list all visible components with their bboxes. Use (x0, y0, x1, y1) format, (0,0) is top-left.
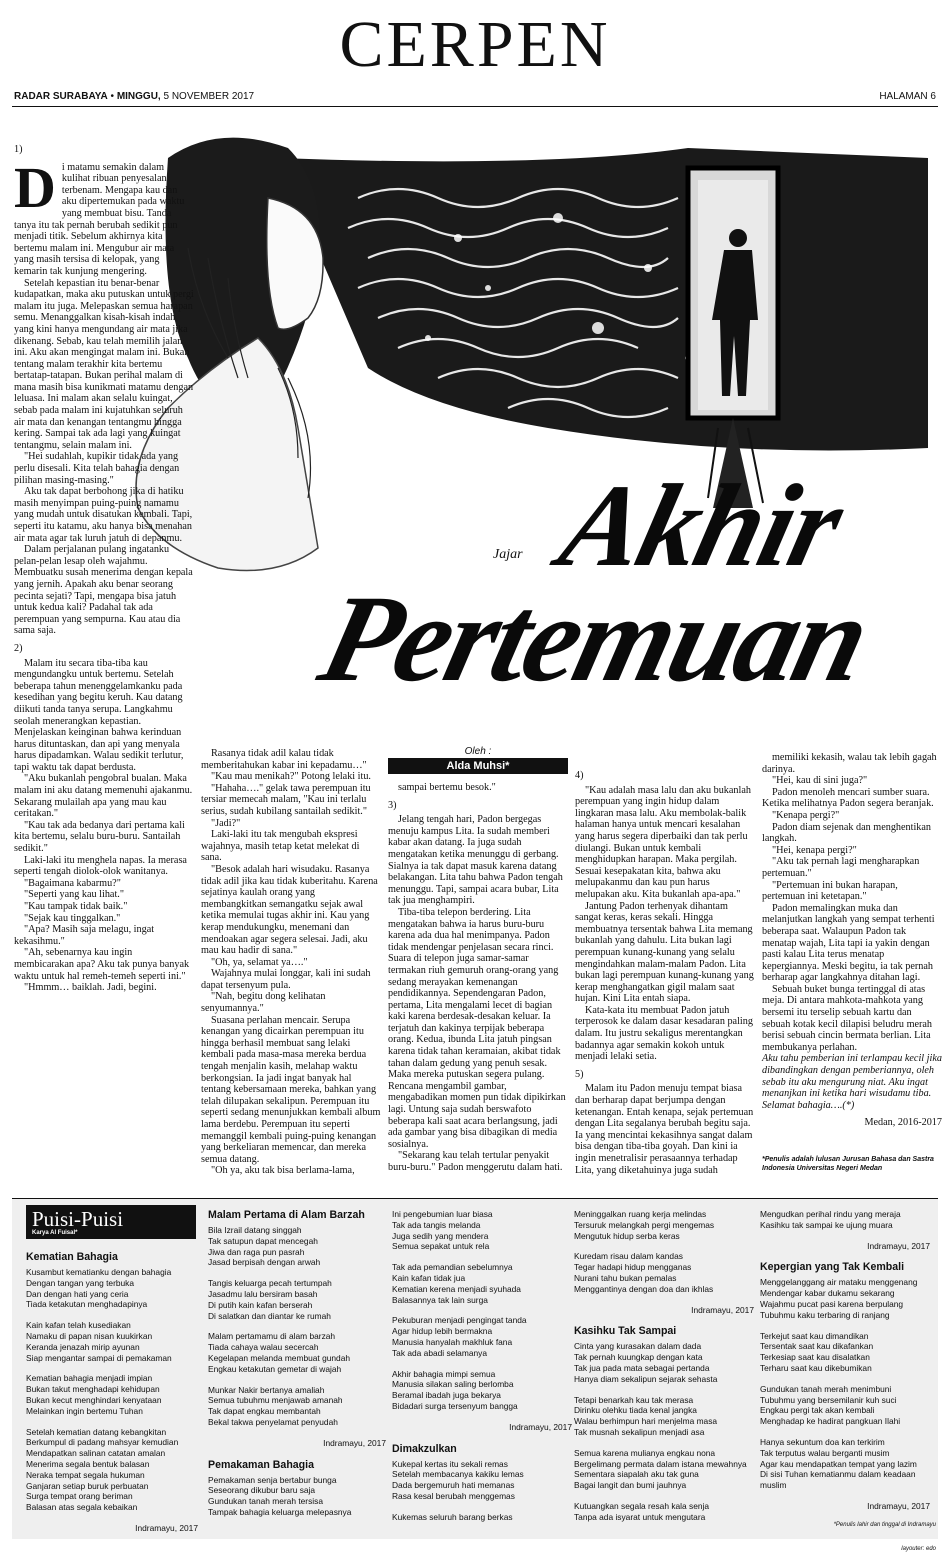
story-paragraph: "Kau adalah masa lalu dan aku bukanlah perempuan yang ingin hidup dalam lingkaran masa lalu. Aku membolak-balik halaman hanya untuk mencari kesalahan yang harus segera diperbaiki dan tak perlu diulangi. Bukan untuk kembali menghidupkan harapan. Maka pergilah. Sesuai kesepakatan kita, bahwa aku melupakanmu dan kau pun harus melupakan aku. Kita bukanlah apa-apa." (575, 784, 751, 900)
poem-title: Malam Pertama di Alam Barzah (208, 1209, 365, 1221)
poem-place-date: Indramayu, 2017 (323, 1437, 386, 1448)
poem-line: Manusia hanyalah makhluk fana (392, 1336, 513, 1347)
story-paragraph: Padon menoleh mencari sumber suara. Ketika melihatnya Padon segera beranjak. (762, 786, 934, 810)
section-number: 2) (14, 642, 23, 654)
poem-line: Kegelapan melanda membuat gundah (208, 1352, 351, 1363)
poem-line: Keranda jenazah mirip ayunan (26, 1341, 140, 1352)
story-column-2 (201, 748, 381, 1177)
author-footnote: *Penulis adalah lulusan Jurusan Bahasa dan Sastra Indonesia Universitas Negeri Medan (762, 1156, 934, 1172)
story-paragraph: "Aku tak pernah lagi mengharapkan pertemuan." (762, 856, 920, 879)
author-name: Alda Muhsi* (388, 758, 568, 774)
poem-line: Agar kau mendapatkan tempat yang lazim (760, 1458, 917, 1469)
story-paragraph: "Ah, sebenarnya kau ingin membicarakan apa? Aku tak punya banyak waktu untuk hal remeh-temeh seperti ini." (14, 947, 190, 982)
poetry-column-5 (760, 1209, 930, 1522)
story-paragraph: Medan, 2016-2017 (864, 1117, 942, 1129)
poem-stanza (574, 1341, 754, 1384)
page-number: HALAMAN 6 (879, 91, 936, 102)
poem-line: Kematian bahagia menjadi impian (26, 1373, 153, 1384)
poem-line: Di salatkan dan diantar ke rumah (208, 1310, 331, 1321)
story-paragraph: Suasana perlahan mencair. Serupa kenangan yang dicairkan perempuan itu hingga berhasil membuat sang lelaki kembali pada masa-masa mereka berdua tengah menjalin kasih, melahap waktu berkongsian. Ia jadi ingat banyak hal tentang kebersamaan mereka, bahkan yang telah dilupakan sekalipun. Perempuan itu seperti sedang menunjukkan kembali album lama berdebu. Perempuan itu seperti memanggil kembali puing-puing kenangan yang berkeliaran memencar, dan mereka semua datang. (201, 1014, 381, 1165)
story-paragraph: "Oh, ya, selamat ya…." (211, 956, 308, 968)
poem-line: Bila Izrail datang singgah (208, 1225, 302, 1235)
poetry-column-3 (392, 1209, 572, 1533)
poem-line: Tanpa ada isyarat untuk mengutara (574, 1511, 706, 1522)
paper-name: RADAR SURABAYA (14, 91, 108, 102)
poem-stanza (392, 1459, 572, 1502)
poem-line: Engkau pergi tak akan kembali (760, 1405, 875, 1416)
story-column-5 (762, 752, 942, 1129)
poem-line: Tampak bahagia keluarga melepasnya (208, 1506, 352, 1517)
poem-line: Balasannya tak lain surga (392, 1294, 488, 1305)
poem-line: Di sisi Tuhan kematianmu dalam keadaan muslim (760, 1469, 916, 1491)
poem-line: Bukan takut menghadapi kehidupan (26, 1384, 160, 1395)
story-paragraph: memiliki kekasih, walau tak lebih gagah darinya. (762, 752, 937, 775)
poem-line: Engkau ketakutan gemetar di wajah (208, 1363, 342, 1374)
story-paragraph: Tiba-tiba telepon berdering. Lita mengatakan bahwa ia harus buru-buru karena ada dua hal menimpanya. Padon tidak mendengar penjelasan secara rinci. Suara di telepon juga samar-samar termakan riuh gemuruh orang-orang yang sedang merayakan kemenangan pendidikannya. Sependengaran Padon, pertama, Lita mengalami lecet di bagian kaki karena berdesak-desakan keluar. Ia terjatuh dan kakinya terpijak beberapa orang. Kedua, ibunda Lita jatuh pingsan karena tidak tahan keramaian, akibat tidak tahan dalam gedung yang penuh sesak. Maka mereka putuskan segera pulang. Rencana mengambil gambar, mengabadikan momen pun tidak dipikirkan lagi. Untung saja sudah berswafoto beberapa kali saat acara berlangsung, jadi ada gambar yang bisa dibagikan di media sosialnya. (388, 906, 566, 1150)
story-paragraph: "Jadi?" (211, 817, 241, 829)
poem-line: Rasa kesal berubah menggemas (392, 1490, 515, 1501)
story-paragraph: "Kau mau menikah?" Potong lelaki itu. (211, 771, 371, 783)
poem-line: Kematian kerena menjadi syuhada (392, 1283, 521, 1294)
dateline (12, 90, 938, 107)
date-text: 5 NOVEMBER 2017 (163, 91, 255, 102)
poem-stanza (26, 1320, 198, 1363)
story-paragraph: "Apa? Masih saja melagu, ingat kekasihmu." (14, 924, 155, 947)
poem-stanza (760, 1437, 930, 1491)
poem-line: Terkesiap saat kau disalatkan (760, 1352, 870, 1363)
story-paragraph: sampai bertemu besok." (398, 782, 496, 793)
poem-title: Kematian Bahagia (26, 1251, 118, 1263)
poem-line: Kain kafan tidak jua (392, 1272, 466, 1283)
story-paragraph: "Sekarang kau telah tertular penyakit buru-buru." Padon menggerutu dalam hati. (388, 1150, 563, 1173)
story-paragraph: "Hei sudahlah, kupikir tidak ada yang perlu disesali. Kita telah bahagia dengan pilihan masing-masing." (14, 451, 180, 486)
poem-line: Melainkan ingin bertemu Tuhan (26, 1405, 143, 1416)
title-line-1: Akhir (548, 460, 854, 591)
poem-stanza (574, 1209, 754, 1241)
poem-line: Nurani tahu bukan pemalas (574, 1272, 677, 1283)
story-paragraph: "Pertemuan ini bukan harapan, pertemuan ini ketetapan." (762, 879, 898, 903)
story-paragraph: "Oh ya, aku tak bisa berlama-lama, (211, 1165, 355, 1177)
poem-line: Meninggalkan ruang kerja melindas (574, 1209, 707, 1219)
poem-stanza (26, 1427, 198, 1513)
poem-place-date: Indramayu, 2017 (691, 1304, 754, 1315)
poem-line: Tangis keluarga pecah tertumpah (208, 1278, 332, 1289)
poem-line: Sementara siapalah aku tak guna (574, 1469, 699, 1480)
poem-line: Tubuhmu yang bersemilanir kuh suci (760, 1394, 897, 1405)
poetry-column-1 (26, 1251, 198, 1544)
poem-line: Tegar hadapi hidup mengganas (574, 1262, 692, 1273)
poem-line: Dada bergemuruh hati memanas (392, 1480, 515, 1491)
poem-line: Semua karena mulianya engkau nona (574, 1447, 716, 1458)
poem-line: Menggantinya dengan doa dan ikhlas (574, 1283, 714, 1294)
story-paragraph: Malam itu Padon menuju tempat biasa dan berharap dapat berjumpa dengan ketenangan. Entah kenapa, sejak pertemuan dengan Lita segalanya berubah begitu saja. Ia yang mencintai kekasihnya sangat dalam bisa dengan tiba-tiba goyah. Dan kini ia ingin menetralisir perasaannya terhadap Lita, yang diketahuinya juga sudah (575, 1083, 754, 1176)
story-paragraph (14, 154, 194, 278)
story-paragraph: Laki-laki itu menghela napas. Ia merasa seperti tengah diolok-olok wanitanya. (14, 854, 187, 878)
poem-line: Pemakaman senja bertabur bunga (208, 1474, 337, 1485)
poem-line: Mengutuk hidup serba keras (574, 1230, 680, 1241)
poem-stanza (574, 1251, 754, 1294)
poem-line: Tak dapat engkau membantah (208, 1406, 321, 1417)
story-paragraph: "Bagaimana kabarmu?" (24, 877, 121, 889)
poem-place-date: Indramayu, 2017 (509, 1421, 572, 1432)
story-paragraph: "Aku bukanlah pengobral bualan. Maka malam ini aku datang memenuhi ajakanmu. Sekarang mulailah apa yang mau kau ceritakan." (14, 773, 193, 820)
poem-line: Mengudkan perihal rindu yang meraja (760, 1209, 901, 1219)
poetry-section (12, 1198, 938, 1539)
poem-line: Tak satupun dapat mencegah (208, 1235, 318, 1246)
poem-line: Dengan tangan yang terbuka (26, 1277, 135, 1288)
poem-line: Berkumpul di padang mahsyar kemudian (26, 1437, 179, 1448)
story-column-3 (388, 782, 568, 1174)
poem-stanza (208, 1331, 386, 1374)
day-name: MINGGU, (116, 91, 161, 102)
poetry-header-title: Puisi-Puisi (32, 1207, 124, 1231)
poem-line: Tak terputus walau berganti musim (760, 1447, 890, 1458)
poem-stanza (574, 1448, 754, 1491)
poem-stanza (208, 1278, 386, 1321)
story-paragraph: Setelah kepastian itu benar-benar kudapatkan, maka aku putuskan untuk pergi malam itu juga. Melepaskan semua harapan semu. Menanggalkan kisah-kisah indah yang kini hanya mengundang air mata jika dikenang. Sebab, kau telah memilih jalan ini. Aku akan mengingat malam ini. Bukan tentang malam terakhir kita bertemu bertatap-tatapan. Bukan perihal malam di mana masih bisa kunikmati matamu dengan leluasa. Ini malam akan selalu kuingat, sebab pada malam ini kujatuhkan seluruh air mata dan kenangan tentangmu hingga kering. Sampai tak ada lagi yang kuingat tentangmu, selain malam ini. (14, 277, 194, 451)
story-paragraph: "Kau tampak tidak baik." (24, 901, 128, 912)
poem-stanza (392, 1209, 572, 1252)
story-paragraph: "Besok adalah hari wisudaku. Rasanya tidak adil jika kau tidak kuberitahu. Karena sejatinya kaulah orang yang membangkitkan semangatku sejak awal ketika memulai tugas akhir ini. Kau yang kerap mendukungku, menemani dan mendoakan agar segera selesai. Jadi, aku mau kau hadir di sana." (201, 863, 378, 957)
poem-line: Bekal takwa penyelamat penyudah (208, 1416, 338, 1427)
masthead (0, 0, 950, 88)
poem-line: Bidadari surga tersenyum bangga (392, 1400, 518, 1411)
poem-line: Tak ada tangis melanda (392, 1219, 481, 1230)
poem-line: Hanya sekuntum doa kan terkirim (760, 1436, 885, 1447)
poem-stanza (760, 1277, 930, 1320)
poem-title: Kasihku Tak Sampai (574, 1325, 677, 1338)
section-number: 5) (575, 1068, 584, 1080)
poem-line: Setelah membacanya kakiku lemas (392, 1469, 524, 1480)
poem-line: Ini pengebumian luar biasa (392, 1209, 493, 1219)
poem-line: Tetapi benarkah kau tak merasa (574, 1394, 694, 1405)
poem-line: Cinta yang kurasakan dalam dada (574, 1341, 702, 1352)
poem-line: Neraka tempat segala hukuman (26, 1469, 145, 1480)
dateline-left (14, 91, 254, 102)
story-paragraph: Wajahnya mulai longgar, kali ini sudah dapat tersenyum pula. (201, 968, 371, 991)
poem-line: Hanya diam sekalipun sejarak sehasta (574, 1373, 718, 1384)
poem-stanza (392, 1315, 572, 1358)
poem-place-date: Indramayu, 2017 (867, 1500, 930, 1511)
poem-line: Beramal ibadah juga bekarya (392, 1390, 501, 1401)
poem-line: Seseorang dikubur baru saja (208, 1485, 316, 1496)
poem-stanza (208, 1475, 386, 1518)
story-paragraph: "Kau tak ada bedanya dari pertama kali kita bertemu, selalu buru-buru. Santailah sedikit." (14, 819, 185, 855)
poem-line: Terharu saat kau dikebumikan (760, 1362, 872, 1373)
poem-line: Kukepal kertas itu sekali remas (392, 1458, 508, 1469)
poetry-column-2 (208, 1209, 386, 1528)
story-paragraph: Malam itu secara tiba-tiba kau mengundangku untuk bertemu. Setelah beberapa tahun menenggelamkanku pada kesedihan yang begitu keruh. Kau datang diikuti tanda tanya serupa. Langkahmu seolah menerangkan kepastian. Menjelaskan keinginan bahwa kerinduan harus dituntaskan, dan api yang menyala harus dipadamkan. Walau sedikit terlutur, tapi waktu tak dapat berdusta. (14, 657, 184, 773)
poem-place-date: Indramayu, 2017 (135, 1522, 198, 1533)
poem-line: Balasan atas segala kebaikan (26, 1502, 138, 1513)
story-paragraph: Jantung Padon terhenyak dihantam sangat keras, keras sekali. Hingga membuatnya tersentak bahwa Lita memang bukanlah yang dahulu. Lita bukan lagi perempuan kunang-kunang yang selalu mengindahkan malam-malam Padon. Lita bukan lagi perempuan kunang-kunang yang kerap menghangatkan gigil malam saat hujan. Kini Lita entah siapa. (575, 900, 754, 1005)
story-paragraph: "Sejak kau tinggalkan." (24, 912, 121, 924)
poem-line: Tak musnah sekalipun menjadi asa (574, 1426, 705, 1437)
story-paragraph: Jelang tengah hari, Padon bergegas menuju kampus Lita. Ia sudah memberi kabar akan datang. Ia juga sudah mengatakan ketika menunggu di gerbang. Sialnya ia tak dapat masuk karena datang belakangan. Lita tahu bahwa Padon tengah menunggu. Tapi, sampai acara bubar, Lita tak jua menghampiri. (388, 814, 563, 907)
poem-stanza (26, 1267, 198, 1310)
poem-line: Menghadap ke hadirat pangkuan Ilahi (760, 1416, 901, 1427)
poem-line: Siap mengantar sampai di pemakaman (26, 1352, 172, 1363)
layout-credit: layouter: edo (901, 1546, 936, 1552)
poem-line: Walau berhimpun hari menjelma masa (574, 1416, 718, 1427)
poem-line: Menerima segala bentuk balasan (26, 1458, 150, 1469)
poem-line: Kasihku tak sampai ke ujung muara (760, 1219, 893, 1230)
dateline-bullet: • (110, 91, 115, 102)
poetry-header-author: Karya Al Fuisal* (32, 1230, 78, 1236)
story-paragraph: Padon memalingkan muka dan melanjutkan langkah yang sempat terhenti beberapa saat. Walaupun Padon tak menatap wajah, Lita tapi ia yakin dengan pasti kalau Lita terus menatap kepergiannya. Meski begitu, ia tak pernah berharap agar langkahnya ditahan lagi. (762, 902, 935, 984)
poem-line: Surga tempat orang beriman (26, 1491, 133, 1502)
poem-line: Agar hidup lebih bermakna (392, 1326, 493, 1337)
story-paragraph: "Seperti yang kau lihat." (24, 889, 124, 901)
story-paragraph: Dalam perjalanan pulang ingatanku pelan-pelan lesap oleh wajahmu. Membuatku susah menerima dengan kepala yang jernih. Apakah aku benar seorang pecinta sejati? Tapi, mengapa bisa jatuh untuk kedua kali? Padahal tak ada perempuan yang sempurna. Kau atau dia sama saja. (14, 544, 193, 637)
poem-line: Mendapatkan salinan catatan amalan (26, 1448, 166, 1459)
poem-line: Kuredam risau dalam kandas (574, 1251, 683, 1262)
poem-line: Tak ada abadi selamanya (392, 1347, 487, 1358)
poem-line: Wajahmu pucat pasi karena berpulang (760, 1298, 904, 1309)
story-paragraph: "Hmmm… baiklah. Jadi, begini. (24, 982, 157, 994)
poem-place-date: Indramayu, 2017 (867, 1240, 930, 1251)
poem-line: Tubuhmu kaku terbaring di ranjang (760, 1309, 890, 1320)
poem-line: Tiada cahaya walau secercah (208, 1342, 319, 1353)
story-paragraph: "Hei, kau di sini juga?" (772, 775, 868, 787)
poem-line: Terkejut saat kau dimandikan (760, 1330, 869, 1341)
poem-line: Namaku di papan nisan kuukirkan (26, 1330, 153, 1341)
poem-line: Tak jua pada mata sebagai pertanda (574, 1362, 710, 1373)
poem-stanza (26, 1373, 198, 1416)
poem-title: Kepergian yang Tak Kembali (760, 1261, 905, 1274)
opening-text: i matamu semakin dalam kulihat ribuan penyesalan terbenam. Mengapa kau dan aku dipertemukan pada waktu yang membuat bisu. Tanda tanya itu tak pernah berubah sedikit pun menjadi titik. Sebelum akhirnya kita bertemu malam ini. Mengubur air mata yang masih tersisa di kelopak, yang kemarin tak kunjung mengering. (14, 161, 185, 277)
poem-line: Munkar Nakir bertanya amaliah (208, 1384, 325, 1395)
poem-stanza (392, 1369, 572, 1412)
poem-line: Mendengar kabar dukamu sekarang (760, 1288, 895, 1299)
poem-stanza (208, 1225, 386, 1268)
poem-stanza (392, 1512, 572, 1523)
poem-line: Jasad berpisah dengan arwah (208, 1257, 321, 1268)
poem-line: Jiwa dan raga pun pasrah (208, 1246, 305, 1257)
poem-line: Tersentak saat kau dikafankan (760, 1341, 874, 1352)
poem-line: Malam pertamamu di alam barzah (208, 1331, 336, 1342)
story-column-4 (575, 764, 755, 1176)
poem-line: Kain kafan telah kusediakan (26, 1320, 131, 1331)
poem-line: Tak pernah kuungkap dengan kata (574, 1352, 703, 1363)
poem-line: Semua sepakat untuk rela (392, 1241, 490, 1252)
story-paragraph: "Hahaha…." gelak tawa perempuan itu tersiar memecah malam, "Kau ini terlalu serius, sudah kubilang santailah sedikit." (201, 782, 371, 817)
story-paragraph: Aku tahu pemberian ini terlampau kecil jika dibandingkan dengan pemberiannya, oleh sebab itu aku mengurung niat. Aku ingat menanjkan ini ketika hari wisudamu tiba. Selamat bahagia….(*) (762, 1053, 942, 1111)
poem-line: Bergelimang permata dalam istana mewahnya (574, 1458, 747, 1469)
section-title: CERPEN (339, 8, 611, 81)
poem-title: Pemakaman Bahagia (208, 1458, 314, 1471)
poetry-footnote: *Penulis lahir dan tinggal di Indramayu (833, 1522, 936, 1528)
poem-line: Menggelanggang air mataku menggenang (760, 1277, 918, 1288)
poem-line: Bagai langit dan bumi jauhnya (574, 1480, 687, 1491)
poem-line: Ganjaran setiap buruk perbuatan (26, 1480, 149, 1491)
byline (388, 746, 568, 774)
poem-line: Setelah kematian datang kebangkitan (26, 1426, 167, 1437)
section-number: 4) (575, 770, 584, 781)
poem-line: Gundukan tanah merah tersisa (208, 1496, 323, 1507)
poem-stanza (760, 1331, 930, 1374)
story-paragraph: Kata-kata itu membuat Padon jatuh terperosok ke dalam dasar kesadaran paling dalam. Itu justru sekaligus merentangkan badannya agar semakin kokoh untuk menjadi lelaki setia. (575, 1004, 753, 1063)
story-paragraph: Sebuah buket bunga tertinggal di atas meja. Di antara mahkota-mahkota yang bersemi itu terselip sebuah kartu dan sebuah kotak kecil dilapisi beludru merah berisi sebuah cincin bermata berlian. Lita membukanya perlahan. (762, 983, 933, 1053)
poem-line: Akhir bahagia mimpi semua (392, 1368, 496, 1379)
poem-line: Kusambut kematianku dengan bahagia (26, 1267, 172, 1277)
story-paragraph: Aku tak dapat berbohong jika di hatiku masih menyimpan puing-puing namamu yang mudah untuk disatukan kembali. Tapi, seperti itu katamu, aku hanya bisa menahan air mata agar tak luruh jatuh di depanmu. (14, 486, 193, 544)
story-title (308, 458, 935, 738)
poem-line: Tiada ketakutan menghadapinya (26, 1299, 148, 1310)
poem-stanza (392, 1262, 572, 1305)
section-number: 1) (14, 144, 23, 155)
poem-stanza (574, 1395, 754, 1438)
poem-line: Pekuburan menjadi pengingat tanda (392, 1315, 527, 1326)
poem-stanza (574, 1501, 754, 1523)
poem-line: Dirinku olehku tiada kenal jangka (574, 1405, 697, 1416)
poem-line: Bukan kecut menghindari kenyataan (26, 1394, 162, 1405)
poem-line: Kukemas seluruh barang berkas (392, 1511, 513, 1522)
story-column-1 (14, 144, 194, 994)
poem-line: Tersuruk melangkah pergi mengemas (574, 1219, 715, 1230)
poem-line: Dan dengan hati yang ceria (26, 1288, 129, 1299)
drop-cap: D (14, 154, 56, 220)
byline-label: Oleh : (464, 746, 492, 757)
poetry-column-4 (574, 1209, 754, 1533)
story-paragraph: Laki-laki itu tak mengubah ekspresi wajahnya, masih tetap ketat melekat di sana. (201, 829, 360, 864)
illustrator-signature: Jajar (493, 547, 523, 562)
title-line-2: Pertemuan (308, 570, 881, 707)
poem-stanza (208, 1385, 386, 1428)
story-paragraph: Padon diam sejenak dan menghentikan langkah. (762, 821, 931, 845)
section-number: 3) (388, 799, 397, 811)
story-paragraph: Rasanya tidak adil kalau tidak memberitahukan kabar ini kepadamu…" (201, 748, 367, 771)
poem-line: Semua tubuhmu menjawab amanah (208, 1395, 343, 1406)
poem-stanza (760, 1384, 930, 1427)
poem-line: Juga sedih yang mendera (392, 1230, 489, 1241)
poem-title: Dimakzulkan (392, 1442, 457, 1455)
poem-line: Kutuangkan segala resah kala senja (574, 1500, 710, 1511)
poem-line: Gundukan tanah merah menimbuni (760, 1383, 892, 1394)
story-paragraph: "Nah, begitu dong kelihatan senyumannya." (201, 991, 326, 1015)
story-paragraph: "Hei, kenapa pergi?" (772, 844, 857, 856)
story-paragraph: "Kenapa pergi?" (772, 809, 840, 821)
poem-line: Tak ada pemandian sebelumnya (392, 1262, 513, 1273)
poem-line: Di putih kain kafan berserah (208, 1299, 313, 1310)
poem-stanza (760, 1209, 930, 1231)
poem-line: Manusia silakan saling berlomba (392, 1379, 514, 1390)
poem-line: Jasadmu lalu bersiram basah (208, 1288, 318, 1299)
poetry-header (26, 1205, 196, 1239)
